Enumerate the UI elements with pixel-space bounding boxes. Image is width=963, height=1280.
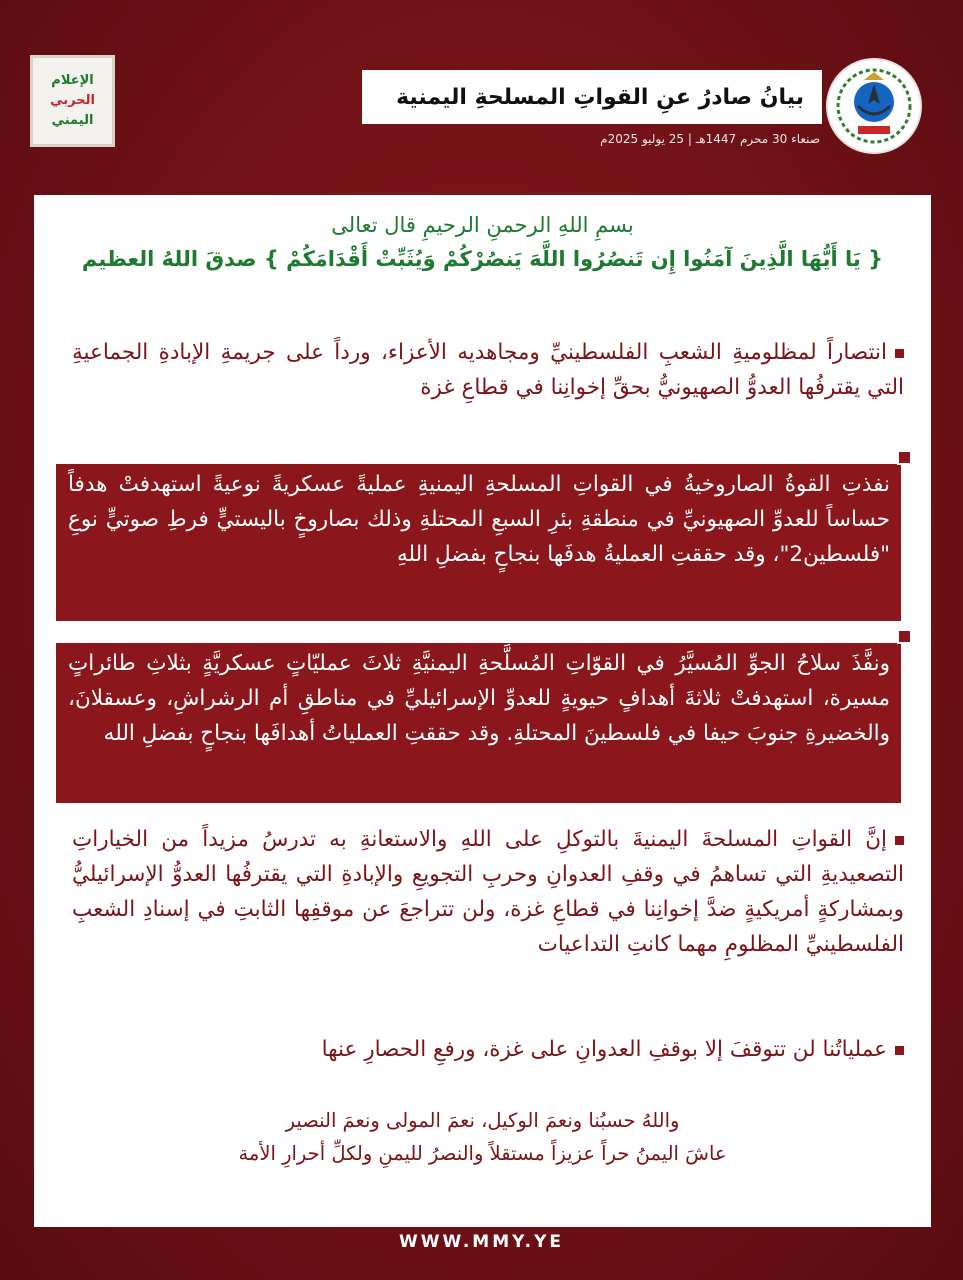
- closing-line-1: واللهُ حسبُنا ونعمَ الوكيل، نعمَ المولى ونعمَ النصير: [285, 1109, 680, 1132]
- date-line: صنعاء 30 محرم 1447هـ | 25 يوليو 2025م: [600, 132, 820, 146]
- website-link[interactable]: WWW.MMY.YE: [398, 1232, 565, 1252]
- paragraph-3: ونفَّذَ سلاحُ الجوِّ المُسيَّرُ في القوّاتِ المُسلَّحةِ اليمنيَّةِ ثلاثَ عمليّاتٍ عسكريَّةٍ بثلاثِ طائراتٍ مسيرة، استهدفتْ ثلاثةَ أهدافٍ حيويةٍ للعدوِّ الإسرائيليِّ في مناطقِ أم الرشراشِ، وعسقلانَ، والخضيرةِ جنوبَ حيفا في فلسطينَ المحتلةِ. وقد حققتِ العملياتُ أهدافَها بنجاحٍ بفضلِ الله: [68, 651, 890, 746]
- paragraph-1: انتصاراً لمظلوميةِ الشعبِ الفلسطينيِّ ومجاهديه الأعزاء، ورداً على جريمةِ الإبادةِ الجماعيةِ التي يقترفُها العدوُّ الصهيونيُّ بحقِّ إخوانِنا في قطاعِ غزة: [72, 340, 904, 400]
- armed-forces-emblem: [826, 58, 922, 154]
- closing-line-2: عاشَ اليمنُ حراً عزيزاً مستقلاً والنصرُ لليمنِ ولكلِّ أحرارِ الأمة: [238, 1142, 727, 1165]
- statement-panel: [34, 297, 931, 1227]
- logo-line-1: الإعلام: [51, 73, 94, 88]
- logo-line-2: الحربي: [50, 93, 95, 108]
- bullet-icon: [895, 1046, 904, 1055]
- basmala-line: بسمِ اللهِ الرحمنِ الرحيمِ قال تعالى: [331, 213, 634, 237]
- logo-line-3: اليمني: [51, 113, 94, 128]
- bullet-icon: [897, 629, 912, 644]
- media-logo: [30, 55, 115, 147]
- bullet-icon: [895, 836, 904, 845]
- paragraph-5: عملياتُنا لن تتوقفَ إلا بوقفِ العدوانِ على غزة، ورفعِ الحصارِ عنها: [72, 1032, 904, 1067]
- quran-verse: { يَا أَيُّهَا الَّذِينَ آمَنُوا إِن تَنصُرُوا اللَّهَ يَنصُرْكُمْ وَيُثَبِّتْ أَقْدَامَكُمْ } صدقَ اللهُ العظيم: [81, 247, 884, 271]
- header-bar: [362, 70, 822, 124]
- bullet-icon: [897, 450, 912, 465]
- page-title: بيانُ صادرُ عنِ القواتِ المسلحةِ اليمنية: [396, 84, 804, 110]
- bullet-icon: [895, 349, 904, 358]
- basmala-quote-box: [34, 195, 931, 297]
- paragraph-2: نفذتِ القوةُ الصاروخيةُ في القواتِ المسلحةِ اليمنيةِ عمليةً عسكريةً نوعيةً استهدفتْ هدفاً حساساً للعدوِّ الصهيونيِّ في منطقةِ بئرِ السبعِ المحتلةِ وذلك بصاروخٍ باليستيٍّ فرطِ صوتيٍّ نوعِ "فلسطين2"، وقد حققتِ العمليةُ هدفَها بنجاحٍ بفضلِ اللهِ: [68, 472, 890, 567]
- paragraph-4: إنَّ القواتِ المسلحةَ اليمنيةَ بالتوكلِ على اللهِ والاستعانةِ به تدرسُ مزيداً من الخياراتِ التصعيديةِ التي تساهمُ في وقفِ العدوانِ وحربِ التجويعِ والإبادةِ التي يقترفُها العدوُّ الإسرائيليُّ وبمشاركةٍ أمريكيةٍ ضدَّ إخوانِنا في قطاعِ غزة، ولن تتراجعَ عن موقفِها الثابتِ في إسنادِ الشعبِ الفلسطينيِّ المظلومِ مهما كانتِ التداعيات: [72, 827, 904, 957]
- emblem-icon: [828, 60, 920, 152]
